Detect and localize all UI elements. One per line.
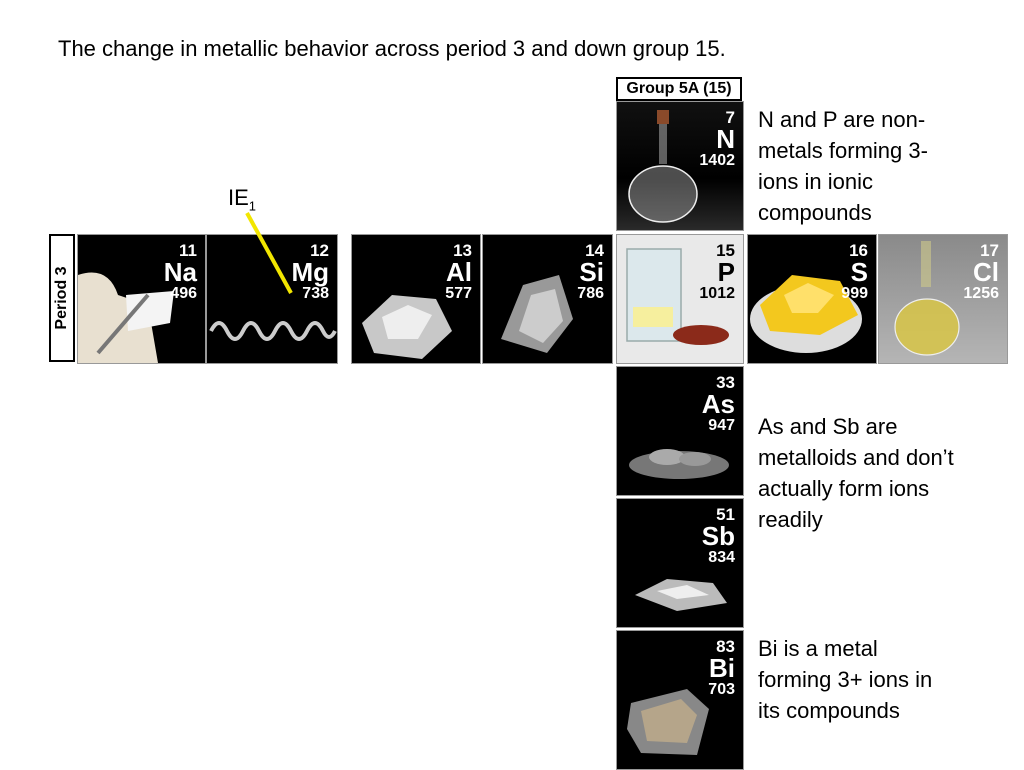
element-ionization-energy: 834 — [708, 549, 735, 566]
element-tile-si — [482, 234, 613, 364]
element-number: 17 — [980, 241, 999, 260]
element-tile-as — [616, 366, 744, 496]
element-tile-n — [616, 101, 744, 231]
ie1-subscript: 1 — [248, 198, 257, 214]
element-ionization-energy: 1256 — [963, 285, 999, 302]
element-number: 7 — [725, 108, 735, 127]
element-number: 15 — [716, 241, 735, 260]
slide-title: The change in metallic behavior across period 3 and down group 15. — [58, 36, 726, 61]
element-ionization-energy: 947 — [708, 417, 735, 434]
element-symbol: N — [716, 124, 735, 154]
element-ionization-energy: 1012 — [699, 285, 735, 302]
note-line: N and P are non- — [758, 107, 926, 132]
period-3-label-text: Period 3 — [53, 266, 70, 330]
element-tile-bi — [616, 630, 744, 770]
element-number: 14 — [585, 241, 604, 260]
element-tile-na — [77, 234, 206, 364]
note-line: forming 3+ ions in — [758, 667, 933, 692]
element-number: 12 — [310, 241, 329, 260]
element-symbol: P — [717, 257, 735, 287]
element-symbol: S — [850, 257, 868, 287]
element-tile-sb — [616, 498, 744, 628]
element-number: 11 — [179, 241, 197, 260]
note-line: Bi is a metal — [758, 636, 878, 661]
element-tile-mg — [206, 234, 338, 364]
note-as-sb — [758, 411, 954, 535]
element-number: 83 — [716, 637, 735, 656]
element-number: 51 — [716, 505, 735, 524]
element-symbol: Al — [446, 257, 472, 287]
note-bi — [758, 633, 932, 726]
note-line: compounds — [758, 200, 872, 225]
note-line: actually form ions — [758, 476, 930, 501]
note-line: ions in ionic — [758, 169, 873, 194]
element-number: 33 — [716, 373, 735, 392]
element-ionization-energy: 999 — [841, 285, 868, 302]
note-n-p — [758, 104, 928, 228]
period-3-label — [49, 234, 75, 362]
element-ionization-energy: 703 — [708, 681, 735, 698]
element-tile-cl — [878, 234, 1008, 364]
element-tile-p — [616, 234, 744, 364]
element-ionization-energy: 577 — [445, 285, 472, 302]
element-symbol: Cl — [973, 257, 999, 287]
group-5a-label: Group 5A (15) — [616, 77, 742, 101]
element-tile-al — [351, 234, 481, 364]
note-line: As and Sb are — [758, 414, 898, 439]
note-line: metalloids and don’t — [758, 445, 954, 470]
note-line: its compounds — [758, 698, 900, 723]
ie1-label — [228, 185, 256, 213]
ie1-main: IE — [228, 185, 249, 210]
element-number: 13 — [453, 241, 472, 260]
note-line: metals forming 3- — [758, 138, 928, 163]
element-symbol: Si — [579, 257, 604, 287]
element-symbol: As — [701, 389, 735, 419]
element-ionization-energy: 738 — [302, 285, 329, 302]
element-tile-s — [747, 234, 877, 364]
element-symbol: Bi — [709, 653, 735, 683]
element-symbol: Na — [163, 257, 197, 287]
element-ionization-energy: 786 — [577, 285, 604, 302]
element-symbol: Sb — [701, 521, 735, 551]
element-ionization-energy: 1402 — [699, 152, 735, 169]
note-line: readily — [758, 507, 823, 532]
element-number: 16 — [849, 241, 868, 260]
element-ionization-energy: 496 — [170, 285, 197, 302]
element-symbol: Mg — [291, 257, 329, 287]
